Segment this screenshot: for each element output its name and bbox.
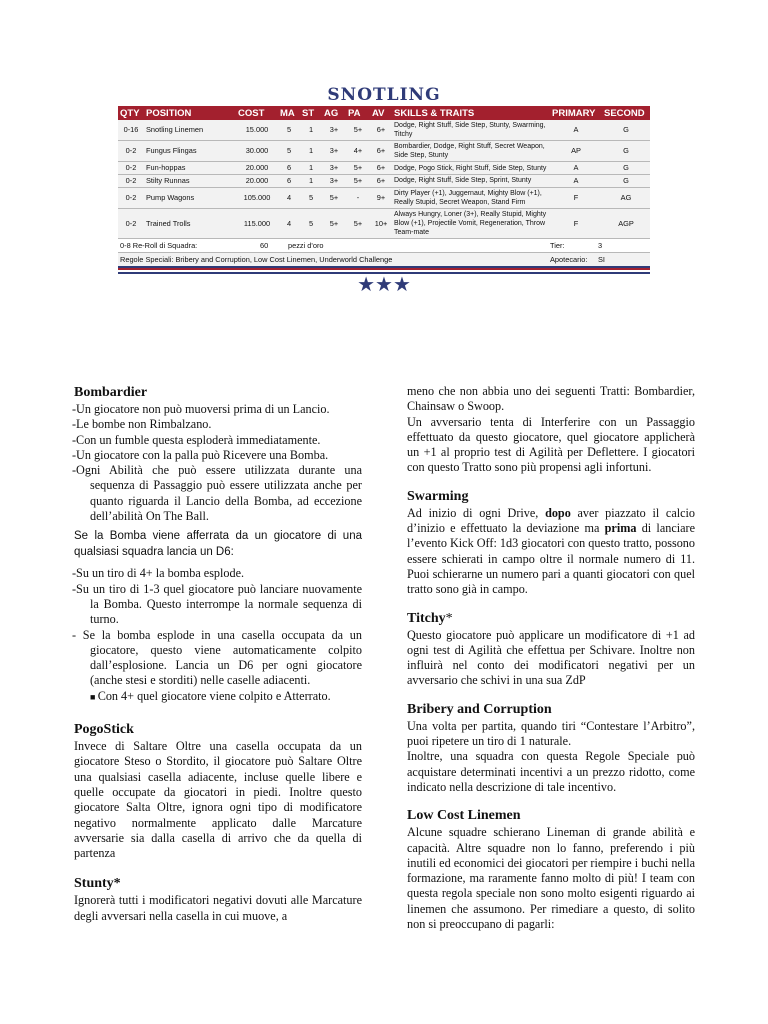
header-qty: QTY (118, 106, 144, 120)
swarming-text-2: aver piazzato il calcio d’inizio e effettuato la deviazione ma (407, 505, 696, 536)
roster-banner (118, 84, 650, 106)
square-bullet-icon: ■ (90, 691, 98, 702)
apothecary-label: Apotecario: (550, 255, 588, 265)
table-row (118, 187, 650, 208)
right-column (407, 384, 695, 932)
header-pa: PA (346, 106, 370, 120)
table-cell: Fungus Flingas (144, 141, 236, 162)
reroll-row (118, 239, 650, 253)
table-cell: 6 (278, 162, 300, 175)
roster-header-row (118, 106, 650, 120)
list-item: -Ogni Abilità che può essere utilizzata durante una sequenza di Passaggio può essere utilizzata anche per quanto riguarda il Lancio della Bomba, ad eccezione dell’abilità On The Ball. (72, 463, 362, 524)
pogostick-text: Invece di Saltare Oltre una casella occupata da un giocatore Steso o Stordito, il giocatore può Saltare Oltre una qualsiasi casella adiacente, incluse quelle libere e quelle occupate da giocatori in piedi. Inoltre questo giocatore Salta Oltre, ignora ogni tipo di modificatore negativo normalmente applicato dalle Marcature avversarie sia dalla casella di arrivo che da quella di partenza (74, 739, 362, 861)
pogostick-title: PogoStick (74, 722, 134, 738)
table-cell: 4 (278, 187, 300, 208)
table-cell: 5+ (322, 187, 346, 208)
header-ag: AG (322, 106, 346, 120)
table-row (118, 162, 650, 175)
table-cell: Trained Trolls (144, 208, 236, 238)
roster-table (118, 106, 650, 239)
stunty-continued: meno che non abbia uno dei seguenti Tratti: Bombardier, Chainsaw o Swoop. (407, 384, 695, 414)
table-cell: 9+ (370, 187, 392, 208)
table-cell: Stilty Runnas (144, 175, 236, 188)
table-cell: AP (550, 141, 602, 162)
table-cell: 20.000 (236, 162, 278, 175)
left-column (64, 384, 362, 924)
header-cost: COST (236, 106, 278, 120)
titchy-text: Questo giocatore può applicare un modificatore di +1 ad ogni test di Agilità che effettua per Schivare. Inoltre non influirà nel conto dei modificatori negativi per un avversario che schivi in una sua ZdP (407, 627, 695, 688)
table-cell: Dirty Player (+1), Juggernaut, Mighty Blow (+1), Really Stupid, Secret Weapon, Stand Firm (392, 187, 550, 208)
table-cell: 6+ (370, 162, 392, 175)
special-rules: Regole Speciali: Bribery and Corruption, Low Cost Linemen, Underworld Challenge (120, 255, 393, 265)
list-item: -Su un tiro di 1-3 quel giocatore può lanciare nuovamente la Bomba. Questo interrompe la normale sequenza di turno. (72, 581, 362, 627)
table-cell: G (602, 175, 650, 188)
table-cell: 0-2 (118, 208, 144, 238)
stunty-continued-2: Un avversario tenta di Interferire con un Passaggio effettuato da questo giocatore, quel giocatore applicherà un +1 al proprio test di Agilità per Deflettere. I giocatori con questo Tratto sono più propensi agli infortuni. (407, 414, 695, 475)
swarming-text-1: Ad inizio di ogni Drive, (407, 505, 546, 520)
table-cell: F (550, 187, 602, 208)
list-item: -Su un tiro di 4+ la bomba esplode. (72, 566, 245, 581)
table-row (118, 208, 650, 238)
header-av: AV (370, 106, 392, 120)
table-cell: A (550, 162, 602, 175)
list-item: -Con un fumble questa esploderà immediatamente. (72, 432, 321, 447)
header-ma: MA (278, 106, 300, 120)
table-cell: 6+ (370, 141, 392, 162)
table-cell: G (602, 141, 650, 162)
bombardier-list (64, 402, 362, 524)
bombardier-note: Se la Bomba viene afferrata da un giocatore di una qualsiasi squadra lancia un D6: (74, 530, 362, 559)
table-cell: 0-2 (118, 162, 144, 175)
stunty-title: Stunty* (74, 876, 121, 892)
table-cell: 0-2 (118, 187, 144, 208)
table-cell: Dodge, Pogo Stick, Right Stuff, Side Step, Stunty (392, 162, 550, 175)
swarming-bold-1: dopo (545, 505, 571, 520)
table-cell: Dodge, Right Stuff, Side Step, Sprint, Stunty (392, 175, 550, 188)
table-row (118, 141, 650, 162)
table-cell: 5+ (346, 120, 370, 141)
apothecary-value: SI (598, 255, 605, 265)
table-cell: 5 (278, 120, 300, 141)
table-cell: F (550, 208, 602, 238)
table-cell: 1 (300, 141, 322, 162)
table-cell: G (602, 162, 650, 175)
swarming-title: Swarming (407, 488, 469, 504)
table-cell: Always Hungry, Loner (3+), Really Stupid, Mighty Blow (+1), Projectile Vomit, Regeneration, Throw Team-mate (392, 208, 550, 238)
list-item: -Le bombe non Rimbalzano. (72, 417, 212, 432)
table-cell: Dodge, Right Stuff, Side Step, Stunty, Swarming, Titchy (392, 120, 550, 141)
titchy-mark: * (445, 610, 453, 626)
bribery-text-1: Una volta per partita, quando tiri “Contestare l’Arbitro”, puoi ripetere un tiro di 1 naturale. (407, 718, 695, 749)
table-cell: G (602, 120, 650, 141)
list-item: -Un giocatore con la palla può Ricevere una Bomba. (72, 447, 329, 462)
header-second: SECOND (602, 106, 650, 120)
table-cell: 5 (278, 141, 300, 162)
table-cell: A (550, 120, 602, 141)
table-cell: 5 (300, 208, 322, 238)
header-primary: PRIMARY (550, 106, 602, 120)
reroll-cost: 60 (260, 241, 269, 251)
titchy-title (407, 610, 695, 628)
table-cell: 10+ (370, 208, 392, 238)
sub-bullet-text: Con 4+ quel giocatore viene colpito e Atterrato. (97, 688, 331, 703)
table-cell: 5+ (346, 162, 370, 175)
header-st: ST (300, 106, 322, 120)
header-skills: SKILLS & TRAITS (392, 106, 550, 120)
table-cell: 4+ (346, 141, 370, 162)
table-cell: - (346, 187, 370, 208)
table-cell: 3+ (322, 175, 346, 188)
table-cell: 0-2 (118, 141, 144, 162)
table-cell: 1 (300, 120, 322, 141)
roster-title: SNOTLING (327, 85, 441, 105)
table-cell: 6+ (370, 120, 392, 141)
list-item: -Un giocatore non può muoversi prima di un Lancio. (72, 402, 330, 416)
sub-bullet (64, 689, 362, 705)
table-cell: 3+ (322, 162, 346, 175)
reroll-unit: pezzi d'oro (288, 241, 324, 251)
tier-value: 3 (598, 241, 603, 251)
reroll-label: 0-8 Re-Roll di Squadra: (120, 241, 198, 251)
table-cell: 5+ (322, 208, 346, 238)
lowcost-title: Low Cost Linemen (407, 808, 521, 824)
table-cell: Fun-hoppas (144, 162, 236, 175)
table-cell: 4 (278, 208, 300, 238)
swarming-bold-2: prima (604, 521, 637, 536)
table-cell: Pump Wagons (144, 187, 236, 208)
table-cell: A (550, 175, 602, 188)
table-cell: Bombardier, Dodge, Right Stuff, Secret Weapon, Side Step, Stunty (392, 141, 550, 162)
table-row (118, 175, 650, 188)
titchy-title-text: Titchy (407, 610, 446, 626)
bombardier-list-2 (64, 566, 362, 688)
header-position: POSITION (144, 106, 236, 120)
bombardier-title: Bombardier (74, 385, 148, 400)
table-cell: 1 (300, 162, 322, 175)
table-cell: AG (602, 187, 650, 208)
table-cell: 6+ (370, 175, 392, 188)
special-rules-row (118, 253, 650, 268)
stars-icon: ★★★ (118, 274, 650, 296)
table-cell: 6 (278, 175, 300, 188)
table-cell: 5+ (346, 175, 370, 188)
table-cell: 3+ (322, 120, 346, 141)
bribery-title: Bribery and Corruption (407, 701, 552, 717)
lowcost-text: Alcune squadre schierano Lineman di grande abilità e capacità. Altre squadre non lo fanno, preferendo i più inutili ed economici dei giocatori per riempire i buchi nella formazione, ma raramente fanno molto di più! I team con questa regola speciale non sono molto esigenti riguardo ai linemen che assumono. Per rimediare a questo, di solito non si preoccupano di pagarli: (407, 825, 696, 932)
list-item: - Se la bomba esplode in una casella occupata da un giocatore, questo viene automaticamente colpito dall’esplosione. Lancia un D6 per ogni giocatore (anche stesi e storditi) nelle caselle adiacenti. (72, 627, 362, 688)
table-cell: Snotling Linemen (144, 120, 236, 141)
table-cell: 5+ (346, 208, 370, 238)
table-cell: 30.000 (236, 141, 278, 162)
table-cell: 0-2 (118, 175, 144, 188)
table-cell: 15.000 (236, 120, 278, 141)
table-cell: AGP (602, 208, 650, 238)
table-cell: 20.000 (236, 175, 278, 188)
table-cell: 5 (300, 187, 322, 208)
tier-label: Tier: (550, 241, 565, 251)
table-cell: 1 (300, 175, 322, 188)
swarming-text-3: di lanciare l’evento Kick Off: 1d3 giocatori con questo tratto, possono essere schierati in campo oltre il normale numero di 11. Puoi schierarne un numero pari a quanti giocatori con quel tratto sono già in campo. (407, 521, 695, 597)
roster-card (118, 84, 650, 296)
swarming-text (407, 506, 695, 598)
table-cell: 0-16 (118, 120, 144, 141)
table-cell: 3+ (322, 141, 346, 162)
table-row (118, 120, 650, 141)
stunty-text: Ignorerà tutti i modificatori negativi dovuti alle Marcature degli avversari nella casella in cui muove, a (74, 893, 362, 923)
bribery-text-2: Inoltre, una squadra con questa Regole Speciale può acquistare determinati incentivi a un prezzo ridotto, come indicato nella descrizione di tale incentivo. (407, 749, 695, 794)
table-cell: 115.000 (236, 208, 278, 238)
table-cell: 105.000 (236, 187, 278, 208)
